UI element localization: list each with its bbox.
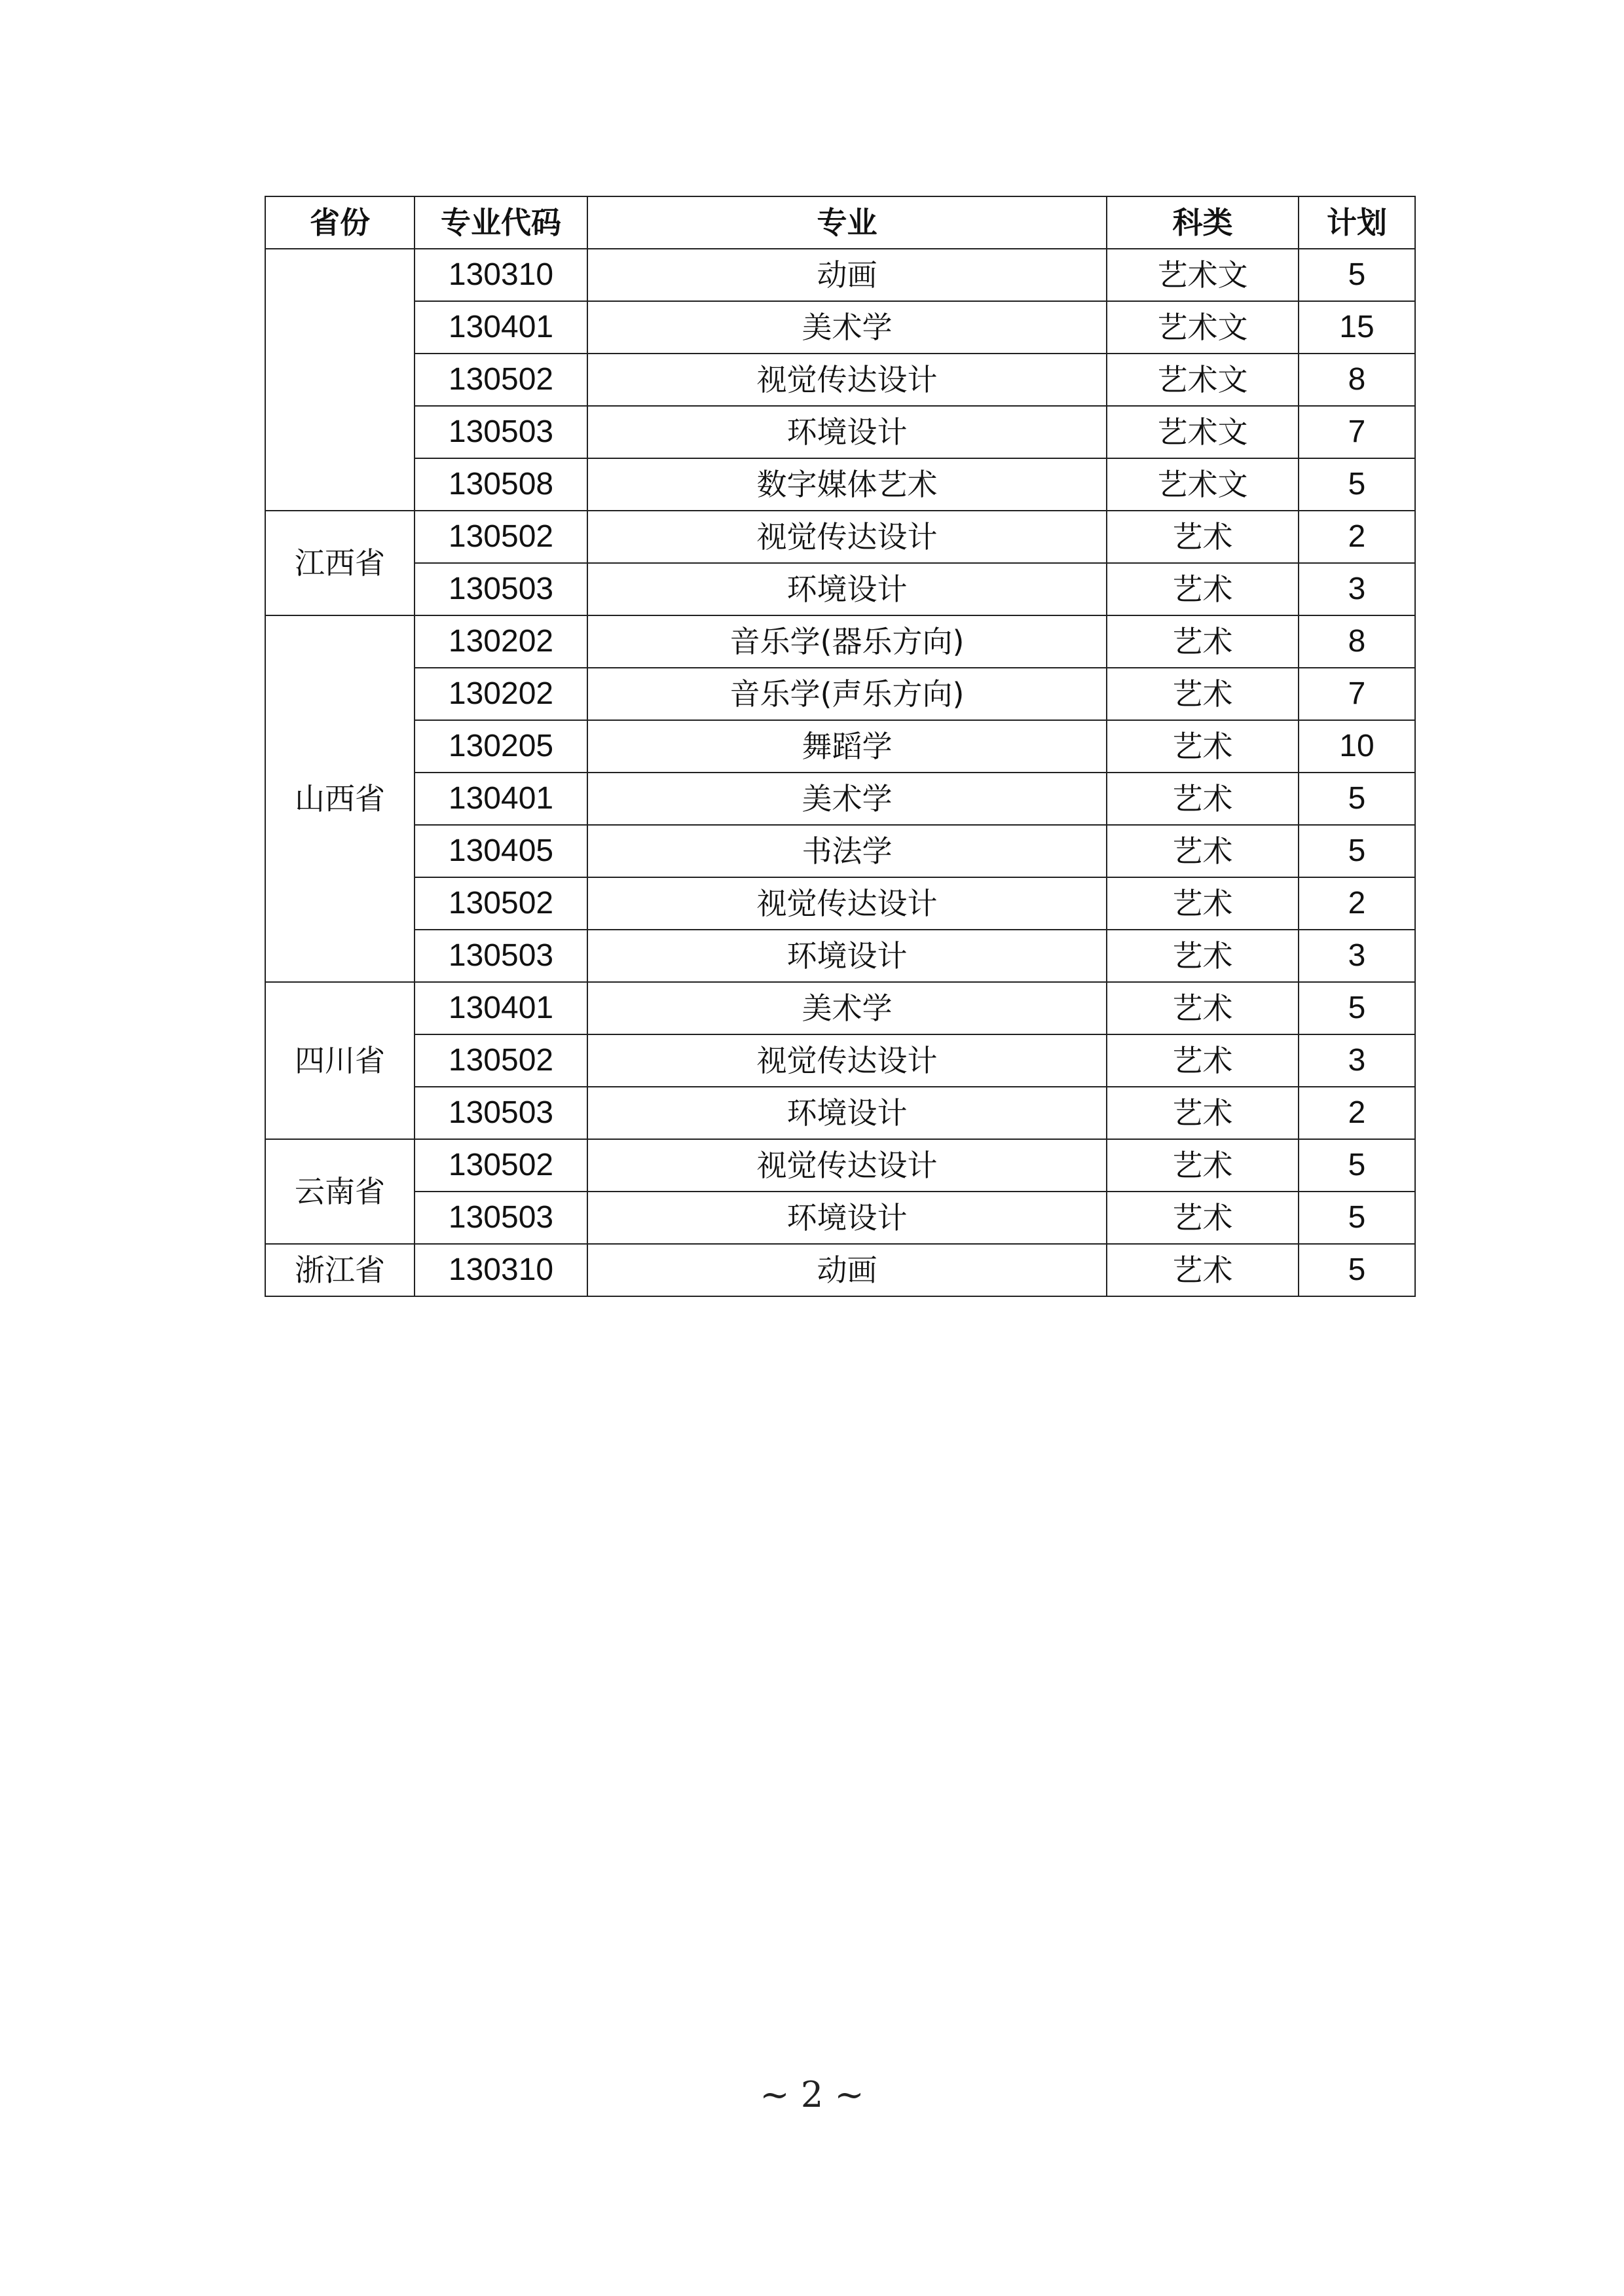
table-row <box>265 1192 1415 1244</box>
plan-cell: 15 <box>1299 301 1415 354</box>
major-cell: 环境设计 <box>587 406 1107 458</box>
major-cell: 美术学 <box>587 773 1107 825</box>
page-number: ~ 2 ~ <box>760 2074 864 2115</box>
major-cell: 视觉传达设计 <box>587 354 1107 406</box>
code-cell: 130502 <box>415 877 587 930</box>
major-cell: 动画 <box>587 1244 1107 1296</box>
category-cell: 艺术 <box>1107 668 1299 720</box>
table-row <box>265 1139 1415 1192</box>
table-row <box>265 511 1415 563</box>
plan-cell: 3 <box>1299 930 1415 982</box>
major-cell: 美术学 <box>587 982 1107 1034</box>
category-cell: 艺术 <box>1107 615 1299 668</box>
header-code: 专业代码 <box>415 196 587 249</box>
table-row <box>265 1087 1415 1139</box>
table-header-row <box>265 196 1415 249</box>
code-cell: 130310 <box>415 1244 587 1296</box>
major-cell: 环境设计 <box>587 1087 1107 1139</box>
category-cell: 艺术 <box>1107 1139 1299 1192</box>
category-cell: 艺术 <box>1107 563 1299 615</box>
category-cell: 艺术文 <box>1107 458 1299 511</box>
plan-cell: 8 <box>1299 615 1415 668</box>
major-cell: 美术学 <box>587 301 1107 354</box>
code-cell: 130502 <box>415 1034 587 1087</box>
table-row <box>265 930 1415 982</box>
table-row <box>265 249 1415 301</box>
major-cell: 动画 <box>587 249 1107 301</box>
province-cell: 云南省 <box>265 1139 415 1244</box>
major-cell: 书法学 <box>587 825 1107 877</box>
table-body <box>265 249 1415 1296</box>
plan-cell: 5 <box>1299 1244 1415 1296</box>
code-cell: 130502 <box>415 511 587 563</box>
header-province: 省份 <box>265 196 415 249</box>
table-row <box>265 615 1415 668</box>
code-cell: 130202 <box>415 615 587 668</box>
header-major: 专业 <box>587 196 1107 249</box>
category-cell: 艺术 <box>1107 982 1299 1034</box>
category-cell: 艺术 <box>1107 720 1299 773</box>
plan-cell: 2 <box>1299 877 1415 930</box>
category-cell: 艺术 <box>1107 1244 1299 1296</box>
table-row <box>265 1244 1415 1296</box>
header-plan: 计划 <box>1299 196 1415 249</box>
plan-cell: 5 <box>1299 1192 1415 1244</box>
major-cell: 舞蹈学 <box>587 720 1107 773</box>
province-cell: 江西省 <box>265 511 415 615</box>
major-cell: 视觉传达设计 <box>587 1034 1107 1087</box>
category-cell: 艺术 <box>1107 1034 1299 1087</box>
code-cell: 130503 <box>415 930 587 982</box>
code-cell: 130405 <box>415 825 587 877</box>
category-cell: 艺术 <box>1107 773 1299 825</box>
major-cell: 视觉传达设计 <box>587 511 1107 563</box>
major-cell: 数字媒体艺术 <box>587 458 1107 511</box>
province-cell: 山西省 <box>265 615 415 982</box>
plan-cell: 2 <box>1299 511 1415 563</box>
category-cell: 艺术文 <box>1107 406 1299 458</box>
code-cell: 130401 <box>415 982 587 1034</box>
category-cell: 艺术 <box>1107 511 1299 563</box>
code-cell: 130205 <box>415 720 587 773</box>
province-cell <box>265 249 415 511</box>
table-row <box>265 720 1415 773</box>
table-row <box>265 825 1415 877</box>
table-row <box>265 458 1415 511</box>
table-row <box>265 406 1415 458</box>
plan-cell: 3 <box>1299 1034 1415 1087</box>
plan-cell: 5 <box>1299 825 1415 877</box>
code-cell: 130502 <box>415 354 587 406</box>
plan-cell: 7 <box>1299 668 1415 720</box>
code-cell: 130503 <box>415 406 587 458</box>
code-cell: 130202 <box>415 668 587 720</box>
category-cell: 艺术文 <box>1107 354 1299 406</box>
major-cell: 视觉传达设计 <box>587 1139 1107 1192</box>
major-cell: 音乐学(器乐方向) <box>587 615 1107 668</box>
table-row <box>265 563 1415 615</box>
plan-cell: 5 <box>1299 773 1415 825</box>
category-cell: 艺术 <box>1107 1087 1299 1139</box>
enrollment-plan-table <box>265 196 1416 1297</box>
code-cell: 130503 <box>415 1192 587 1244</box>
code-cell: 130508 <box>415 458 587 511</box>
category-cell: 艺术 <box>1107 930 1299 982</box>
table-row <box>265 773 1415 825</box>
major-cell: 环境设计 <box>587 930 1107 982</box>
code-cell: 130503 <box>415 563 587 615</box>
category-cell: 艺术 <box>1107 877 1299 930</box>
code-cell: 130401 <box>415 301 587 354</box>
code-cell: 130503 <box>415 1087 587 1139</box>
table-row <box>265 668 1415 720</box>
table-row <box>265 354 1415 406</box>
province-cell: 四川省 <box>265 982 415 1139</box>
major-cell: 环境设计 <box>587 1192 1107 1244</box>
major-cell: 音乐学(声乐方向) <box>587 668 1107 720</box>
plan-cell: 5 <box>1299 458 1415 511</box>
plan-cell: 10 <box>1299 720 1415 773</box>
header-category: 科类 <box>1107 196 1299 249</box>
table-row <box>265 877 1415 930</box>
plan-cell: 5 <box>1299 1139 1415 1192</box>
plan-cell: 2 <box>1299 1087 1415 1139</box>
category-cell: 艺术 <box>1107 1192 1299 1244</box>
plan-cell: 5 <box>1299 982 1415 1034</box>
province-cell: 浙江省 <box>265 1244 415 1296</box>
category-cell: 艺术 <box>1107 825 1299 877</box>
code-cell: 130401 <box>415 773 587 825</box>
table-row <box>265 982 1415 1034</box>
major-cell: 环境设计 <box>587 563 1107 615</box>
code-cell: 130502 <box>415 1139 587 1192</box>
plan-cell: 8 <box>1299 354 1415 406</box>
major-cell: 视觉传达设计 <box>587 877 1107 930</box>
plan-cell: 5 <box>1299 249 1415 301</box>
plan-cell: 3 <box>1299 563 1415 615</box>
code-cell: 130310 <box>415 249 587 301</box>
plan-cell: 7 <box>1299 406 1415 458</box>
category-cell: 艺术文 <box>1107 301 1299 354</box>
table-row <box>265 1034 1415 1087</box>
category-cell: 艺术文 <box>1107 249 1299 301</box>
table-row <box>265 301 1415 354</box>
